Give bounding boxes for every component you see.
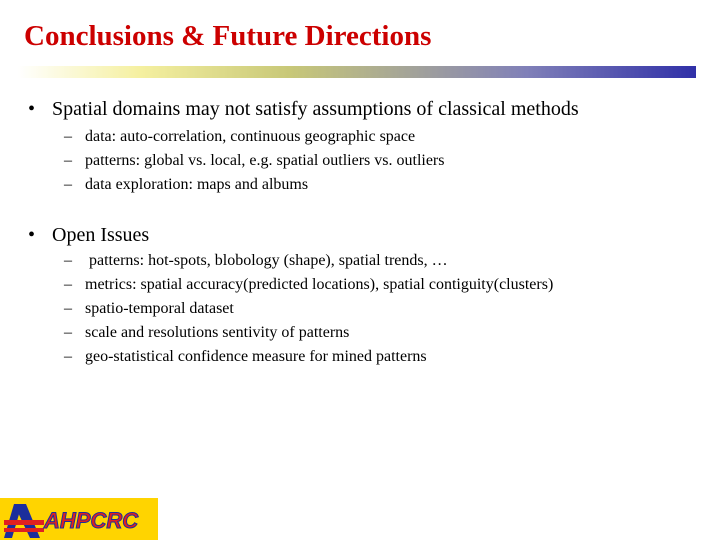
bullet-marker: • bbox=[28, 98, 36, 120]
dash-marker: – bbox=[64, 252, 72, 269]
dash-marker: – bbox=[64, 276, 72, 293]
subitem-text: scale and resolutions sentivity of patterns bbox=[85, 324, 350, 341]
bullet-spatial-domains bbox=[28, 98, 579, 121]
subitem-autocorrelation bbox=[64, 128, 415, 146]
subitem-geo-statistical bbox=[64, 348, 427, 366]
subitem-text: data: auto-correlation, continuous geographic space bbox=[85, 128, 416, 145]
ahpcrc-logo bbox=[0, 498, 158, 540]
subitem-scale-resolution bbox=[64, 324, 349, 342]
subitem-spatio-temporal bbox=[64, 300, 234, 318]
bullet-open-issues bbox=[28, 224, 149, 247]
subitem-text: patterns: hot-spots, blobology (shape), spatial trends, … bbox=[85, 252, 448, 269]
logo-stripe-1 bbox=[4, 520, 44, 525]
dash-marker: – bbox=[64, 152, 72, 169]
subitem-text: metrics: spatial accuracy(predicted locations), spatial contiguity(clusters) bbox=[85, 276, 554, 293]
dash-marker: – bbox=[64, 348, 72, 365]
bullet-text: Spatial domains may not satisfy assumptions of classical methods bbox=[52, 98, 579, 120]
subitem-patterns-global-local bbox=[64, 152, 444, 170]
dash-marker: – bbox=[64, 300, 72, 317]
dash-marker: – bbox=[64, 176, 72, 193]
subitem-text: spatio-temporal dataset bbox=[85, 300, 234, 317]
subitem-hot-spots bbox=[64, 252, 448, 270]
subitem-data-exploration bbox=[64, 176, 308, 194]
subitem-metrics bbox=[64, 276, 553, 294]
title-divider bbox=[18, 66, 696, 78]
subitem-text: geo-statistical confidence measure for mined patterns bbox=[85, 348, 427, 365]
logo-stripe-2 bbox=[4, 528, 44, 532]
subitem-text: data exploration: maps and albums bbox=[85, 176, 309, 193]
dash-marker: – bbox=[64, 128, 72, 145]
subitem-text: patterns: global vs. local, e.g. spatial outliers vs. outliers bbox=[85, 152, 445, 169]
bullet-marker: • bbox=[28, 224, 36, 246]
logo-text: AHPCRC bbox=[44, 508, 139, 533]
slide-title: Conclusions & Future Directions bbox=[24, 20, 432, 52]
bullet-text: Open Issues bbox=[52, 224, 150, 246]
dash-marker: – bbox=[64, 324, 72, 341]
